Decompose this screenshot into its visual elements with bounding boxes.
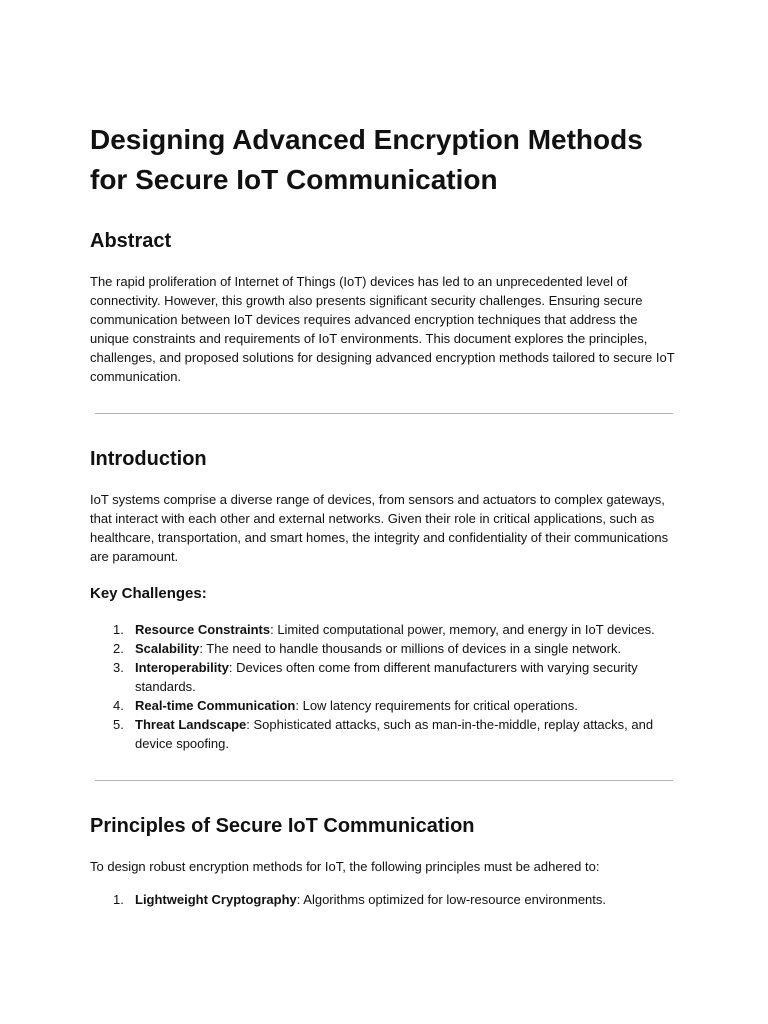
list-item <box>90 658 680 696</box>
document-content <box>90 120 680 909</box>
principles-list <box>90 890 680 909</box>
list-number: 3. <box>113 660 124 675</box>
list-item-term: Lightweight Cryptography <box>135 892 297 907</box>
list-item-description: : Devices often come from different manufacturers with varying security standards. <box>135 660 638 694</box>
list-item-term: Scalability <box>135 641 200 656</box>
list-item <box>90 715 680 753</box>
list-number: 2. <box>113 641 124 656</box>
section-divider <box>95 413 673 414</box>
list-item-term: Threat Landscape <box>135 717 247 732</box>
list-item-description: : The need to handle thousands or millions of devices in a single network. <box>199 641 622 656</box>
list-item-term: Real-time Communication <box>135 698 296 713</box>
introduction-paragraph: IoT systems comprise a diverse range of devices, from sensors and actuators to complex gateways, that interact with each other and external networks. Given their role in critical applications, such as healthcare, transportation, and smart homes, the integrity and confidentiality of their communications are paramount. <box>90 492 669 564</box>
list-item <box>90 639 680 658</box>
section-divider <box>95 780 673 781</box>
list-number: 5. <box>113 717 124 732</box>
list-number: 1. <box>113 622 124 637</box>
list-item-description: : Limited computational power, memory, and energy in IoT devices. <box>270 622 655 637</box>
key-challenges-list <box>90 620 680 753</box>
principles-paragraph: To design robust encryption methods for IoT, the following principles must be adhered to: <box>90 859 600 874</box>
list-item-description: : Sophisticated attacks, such as man-in-the-middle, replay attacks, and device spoofing. <box>135 717 654 751</box>
list-number: 4. <box>113 698 124 713</box>
list-item-term: Resource Constraints <box>135 622 271 637</box>
list-item-description: : Algorithms optimized for low-resource environments. <box>296 892 607 907</box>
list-number: 1. <box>113 892 124 907</box>
abstract-heading: Abstract <box>90 230 172 252</box>
introduction-heading: Introduction <box>90 448 207 470</box>
list-item <box>90 696 680 715</box>
list-item-description: : Low latency requirements for critical operations. <box>295 698 578 713</box>
principles-heading: Principles of Secure IoT Communication <box>90 815 475 837</box>
list-item <box>90 620 680 639</box>
document-title: Designing Advanced Encryption Methods for Secure IoT Communication <box>90 124 643 195</box>
key-challenges-heading: Key Challenges: <box>90 585 207 602</box>
list-item-term: Interoperability <box>135 660 229 675</box>
list-item <box>90 890 680 909</box>
abstract-paragraph: The rapid proliferation of Internet of Things (IoT) devices has led to an unprecedented level of connectivity. However, this growth also presents significant security challenges. Ensuring secure communication between IoT devices requires advanced encryption techniques that address the unique constraints and requirements of IoT environments. This document explores the principles, challenges, and proposed solutions for designing advanced encryption methods tailored to secure IoT communication. <box>90 274 675 384</box>
